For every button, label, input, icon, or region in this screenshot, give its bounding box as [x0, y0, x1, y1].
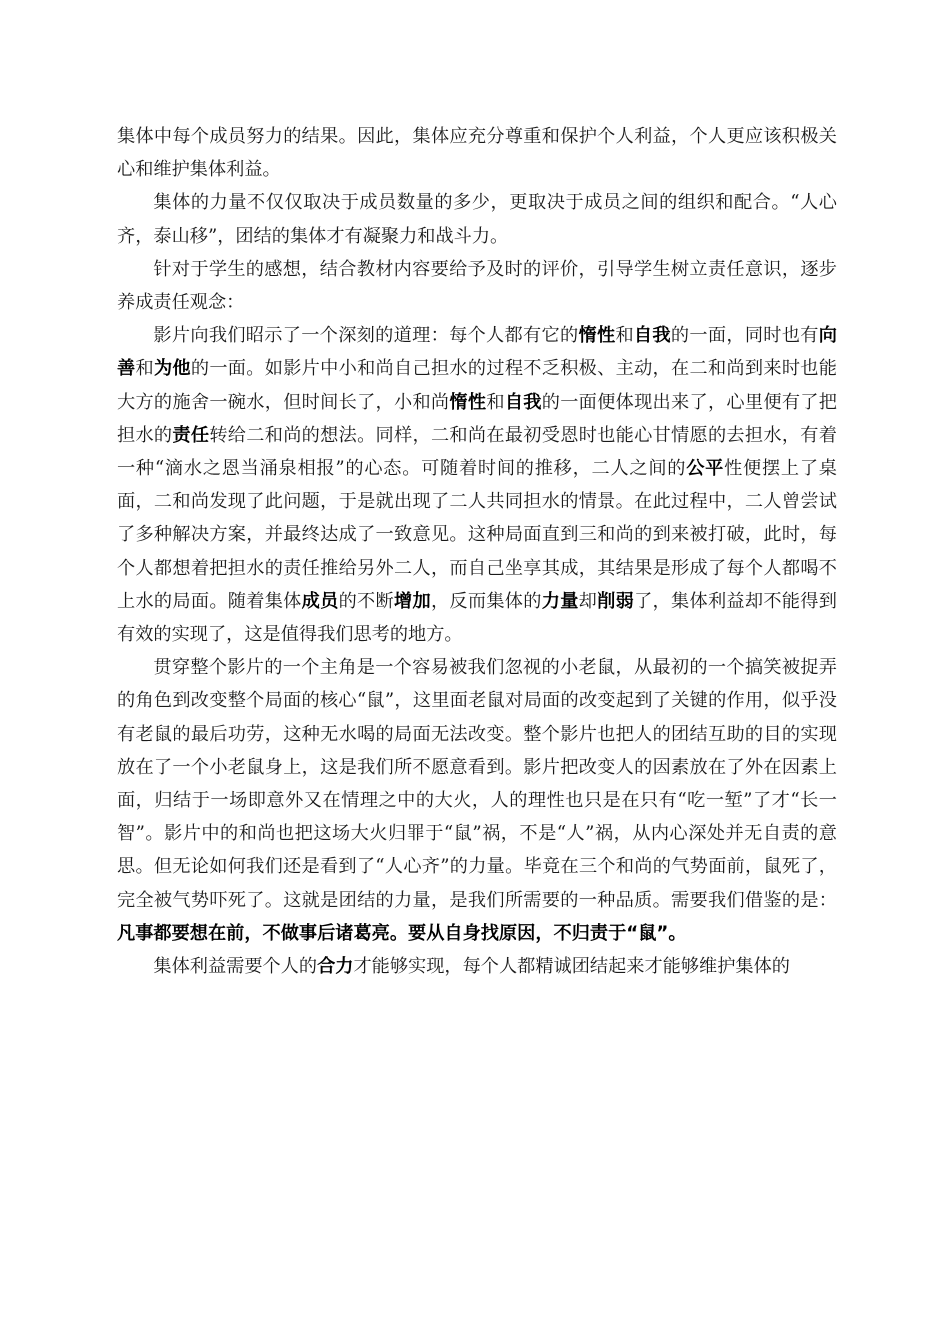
text-segment: 的一面，同时也有 [670, 325, 819, 347]
text-segment: 性便摆上了桌面，二和尚发现了此问题，于是就出现了二人共同担水的情景。在此过程中，二人曾尝试了多种解决方案，并最终达成了一致意见。这种局面直到三和尚的到来被打破，此时，每个人都想着把担水的责任推给另外二人，而自己坐享其成，其结果是形成了每个人都喝不上水的局面。随着集体 [117, 458, 837, 612]
text-segment: 才能够实现，每个人都精诚团结起来才能够维护集体的 [353, 956, 790, 978]
text-segment: 集体中每个成员努力的结果。因此，集体应充分尊重和保护个人利益，个人更应该积极关心和维护集体利益。 [117, 126, 837, 181]
text-segment: 了，集体利益却不能得到有效的实现了，这是值得我们思考的地方。 [117, 590, 837, 646]
paragraph [117, 651, 837, 950]
bold-text-segment: 削弱 [597, 590, 635, 612]
text-segment: 贯穿整个影片的一个主角是一个容易被我们忽视的小老鼠，从最初的一个搞笑被捉弄的角色到改变整个局面的核心“鼠”，这里面老鼠对局面的改变起到了关键的作用，似乎没有老鼠的最后功劳，这种无水喝的局面无法改变。整个影片也把人的团结互助的目的实现放在了一个小老鼠身上，这是我们所不愿意看到。影片把改变人的因素放在了外在因素上面，归结于一场即意外又在情理之中的大火，人的理性也只是在只有“吃一堑”了才“长一智”。影片中的和尚也把这场大火归罪于“鼠”祸，不是“人”祸，从内心深处并无自责的意思。但无论如何我们还是看到了“人心齐”的力量。毕竟在三个和尚的气势面前，鼠死了，完全被气势吓死了。这就是团结的力量，是我们所需要的一种品质。需要我们借鉴的是： [117, 657, 837, 911]
text-segment: ，反而集体的 [430, 590, 542, 612]
text-segment: 却 [578, 590, 598, 612]
text-segment: 集体的力量不仅仅取决于成员数量的多少，更取决于成员之间的组织和配合。“人心齐，泰山移”，团结的集体才有凝聚力和战斗力。 [117, 192, 837, 247]
paragraph [117, 120, 837, 186]
bold-text-segment: 凡事都要想在前，不做事后诸葛亮。要从自身找原因，不归责于“鼠”。 [117, 922, 687, 944]
text-segment: 和 [135, 358, 154, 380]
bold-text-segment: 责任 [172, 424, 210, 446]
document-body [117, 120, 837, 983]
bold-text-segment: 惰性 [449, 391, 487, 413]
paragraph [117, 950, 837, 983]
bold-text-segment: 成员 [301, 590, 339, 612]
text-segment: 影片向我们昭示了一个深刻的道理：每个人都有它的 [153, 325, 579, 347]
text-segment: 转给二和尚的想法。同样，二和尚在最初受恩时也能心甘情愿的去担水，有着一种“滴水之恩当涌泉相报”的心态。可随着时间的推移，二人之间的 [117, 424, 837, 480]
bold-text-segment: 合力 [317, 956, 354, 978]
text-segment: 的不断 [338, 590, 394, 612]
bold-text-segment: 自我 [633, 325, 671, 347]
bold-text-segment: 增加 [394, 590, 431, 612]
bold-text-segment: 力量 [541, 590, 579, 612]
paragraph [117, 319, 837, 651]
text-segment: 的一面。如影片中小和尚自己担水的过程不乏积极、主动，在二和尚到来时也能大方的施舍一碗水，但时间长了，小和尚 [117, 358, 837, 413]
text-segment: 的一面便体现出来了，心里便有了把担水的 [117, 391, 837, 446]
bold-text-segment: 自我 [504, 391, 542, 413]
bold-text-segment: 惰性 [578, 325, 616, 347]
text-segment: 和 [615, 325, 634, 347]
paragraph [117, 253, 837, 319]
bold-text-segment: 为他 [153, 358, 191, 380]
bold-text-segment: 向善 [117, 325, 837, 380]
text-segment: 和 [486, 391, 505, 413]
text-segment: 针对于学生的感想，结合教材内容要给予及时的评价，引导学生树立责任意识，逐步养成责任观念： [117, 258, 837, 314]
text-segment: 集体利益需要个人的 [153, 956, 318, 978]
paragraph [117, 186, 837, 252]
bold-text-segment: 公平 [686, 458, 725, 480]
